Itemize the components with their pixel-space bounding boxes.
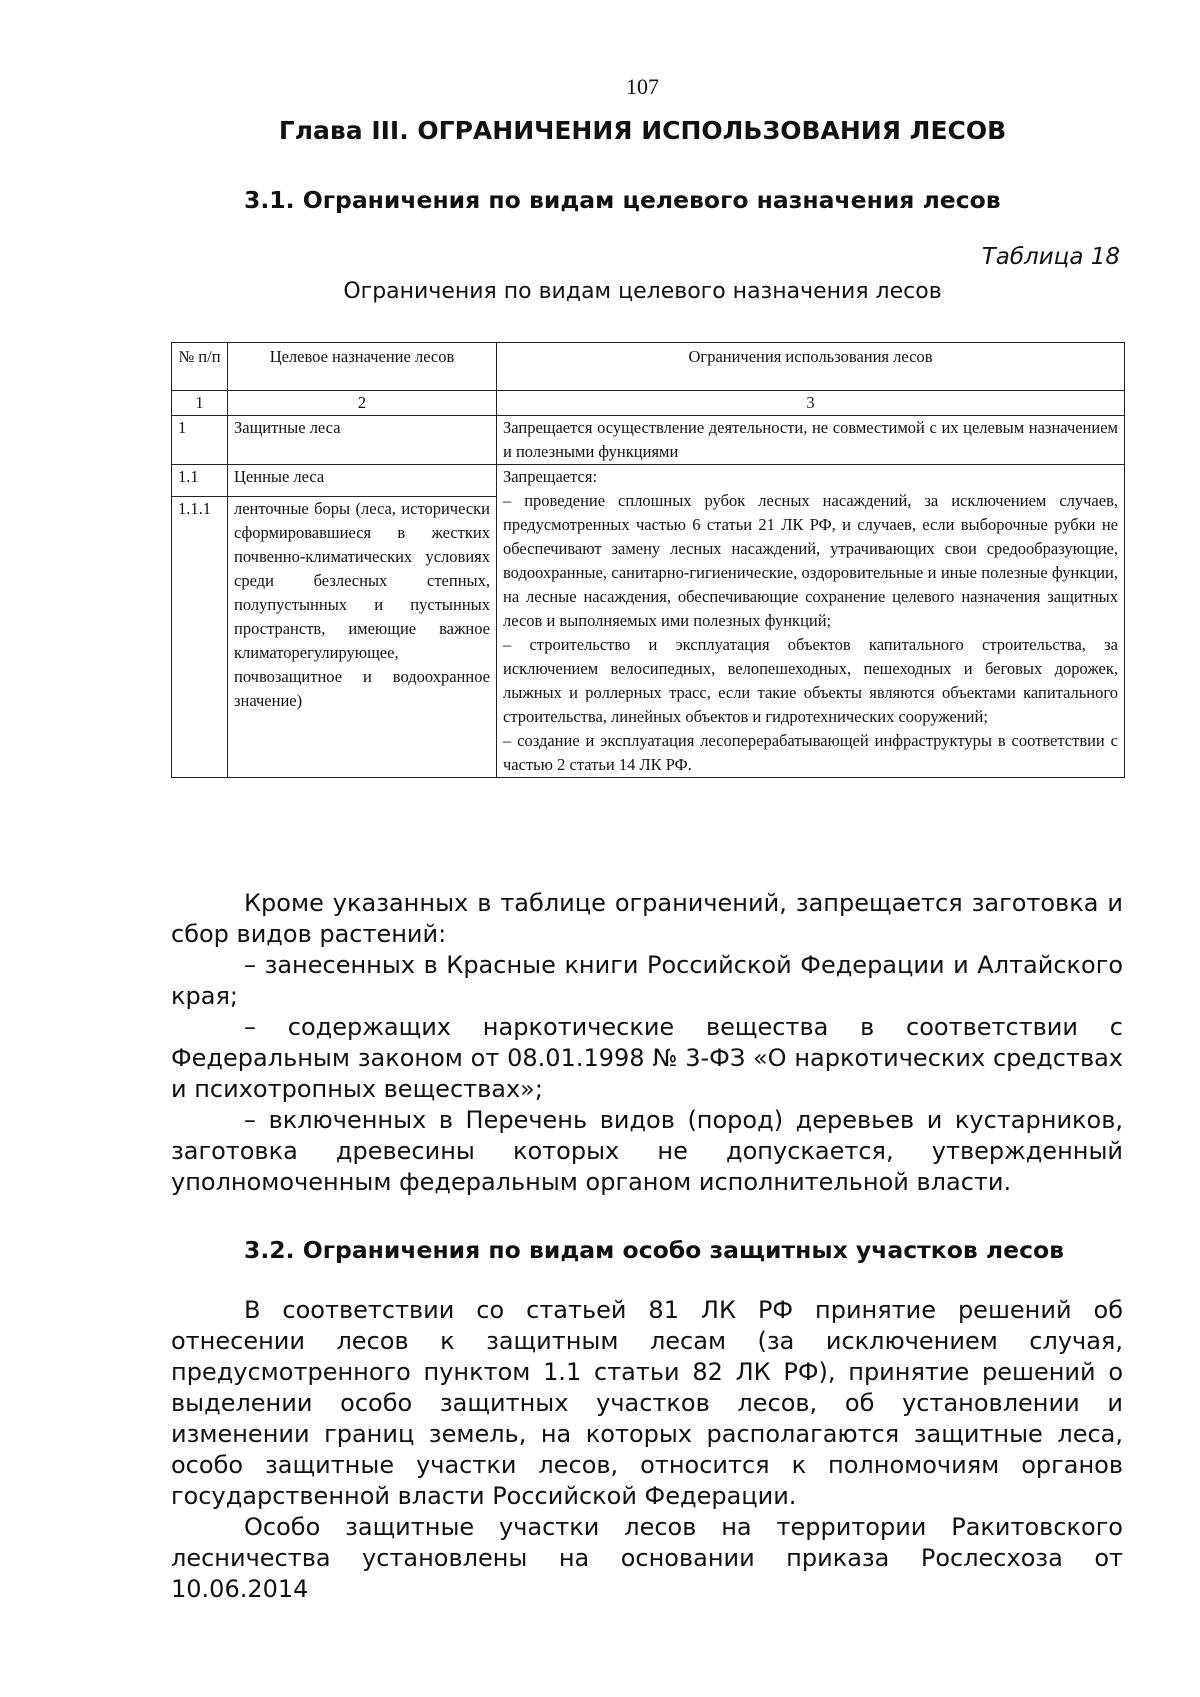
header-number: № п/п xyxy=(172,343,228,391)
restrictions-table xyxy=(171,342,1125,778)
row-purpose: Ценные леса xyxy=(228,465,497,497)
section-title-3-1: 3.1. Ограничения по видам целевого назначения лесов xyxy=(244,186,1001,214)
table-row xyxy=(172,465,1125,497)
row-purpose: ленточные боры (леса, исторически сформировавшиеся в жестких почвенно-климатических условиях среди безлесных степных, полупустынных и пустынных пространств, имеющие важное климаторегулирующее, почвозащитное и водоохранное значение) xyxy=(228,497,497,778)
page-number: 107 xyxy=(626,74,659,99)
section-3-2-body xyxy=(171,1295,1123,1605)
header-restrictions: Ограничения использования лесов xyxy=(497,343,1125,391)
paragraph: Кроме указанных в таблице ограничений, запрещается заготовка и сбор видов растений: xyxy=(171,889,1123,948)
table-header-row xyxy=(172,343,1125,391)
paragraph: – занесенных в Красные книги Российской Федерации и Алтайского края; xyxy=(171,951,1123,1010)
table-row xyxy=(172,416,1125,465)
restriction-item: – строительство и эксплуатация объектов капитального строительства, за исключением велосипедных, велопешеходных, пешеходных и беговых дорожек, лыжных и роллерных трасс, если такие объекты являются объектами капитального строительства, линейных объектов и гидротехнических сооружений; xyxy=(503,635,1118,726)
row-restrictions: Запрещается осуществление деятельности, не совместимой с их целевым назначением и полезными функциями xyxy=(497,416,1125,465)
row-number: 1.1 xyxy=(172,465,228,497)
row-number: 1.1.1 xyxy=(172,497,228,778)
chapter-title: Глава III. ОГРАНИЧЕНИЯ ИСПОЛЬЗОВАНИЯ ЛЕСОВ xyxy=(278,116,1007,145)
restriction-item: – создание и эксплуатация лесоперерабатывающей инфраструктуры в соответствии с частью 2 статьи 14 ЛК РФ. xyxy=(503,731,1118,774)
paragraph: – включенных в Перечень видов (пород) деревьев и кустарников, заготовка древесины которых не допускается, утвержденный уполномоченным федеральным органом исполнительной власти. xyxy=(171,1106,1123,1196)
section-3-1-body xyxy=(171,888,1123,1198)
table-caption: Ограничения по видам целевого назначения лесов xyxy=(343,279,942,304)
column-number-1: 1 xyxy=(172,391,228,416)
header-purpose: Целевое назначение лесов xyxy=(228,343,497,391)
row-purpose: Защитные леса xyxy=(228,416,497,465)
restriction-item: – проведение сплошных рубок лесных насаждений, за исключением случаев, предусмотренных частью 6 статьи 21 ЛК РФ, и случаев, если выборочные рубки не обеспечивают замену лесных насаждений, утрачивающих свои средообразующие, водоохранные, санитарно-гигиенические, оздоровительные и иные полезные функции, на лесные насаждения, обеспечивающие сохранение целевого назначения защитных лесов и выполняемых ими полезных функций; xyxy=(503,491,1118,630)
column-number-3: 3 xyxy=(497,391,1125,416)
restrictions-heading: Запрещается: xyxy=(503,467,598,486)
table-column-numbers-row xyxy=(172,391,1125,416)
paragraph: – содержащих наркотические вещества в соответствии с Федеральным законом от 08.01.1998 № 3-ФЗ «О наркотических средствах и психотропных веществах»; xyxy=(171,1013,1123,1103)
row-restrictions-merged xyxy=(497,465,1125,778)
column-number-2: 2 xyxy=(228,391,497,416)
row-number: 1 xyxy=(172,416,228,465)
paragraph: В соответствии со статьей 81 ЛК РФ принятие решений об отнесении лесов к защитным лесам (за исключением случая, предусмотренного пунктом 1.1 статьи 82 ЛК РФ), принятие решений о выделении особо защитных участков лесов, об установлении и изменении границ земель, на которых располагаются защитные леса, особо защитные участки лесов, относится к полномочиям органов государственной власти Российской Федерации. xyxy=(171,1296,1123,1510)
paragraph: Особо защитные участки лесов на территории Ракитовского лесничества установлены на основании приказа Рослесхоза от 10.06.2014 xyxy=(171,1513,1123,1603)
table-label: Таблица 18 xyxy=(981,244,1120,270)
section-title-3-2: 3.2. Ограничения по видам особо защитных участков лесов xyxy=(244,1236,1065,1264)
